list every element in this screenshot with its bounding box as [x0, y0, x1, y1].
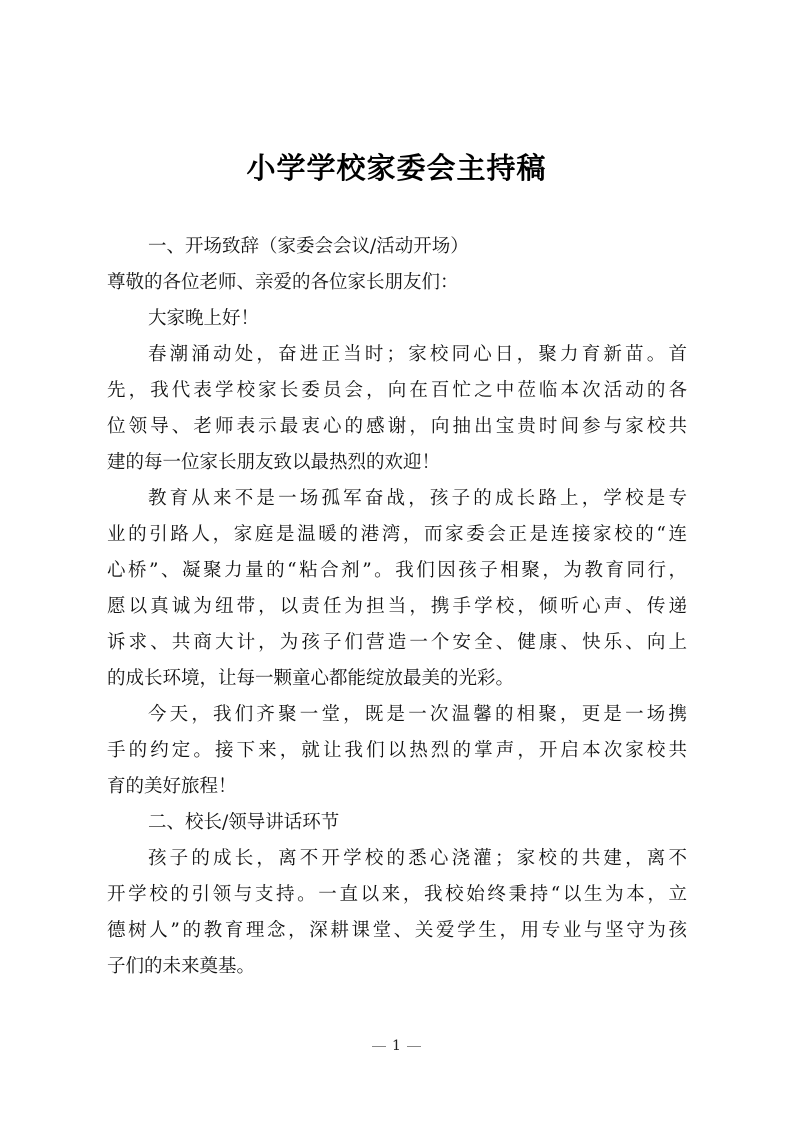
footer-dash-right [407, 1046, 421, 1047]
paragraph-line: 育的美好旅程！ [107, 776, 237, 797]
paragraph-line: 业的引路人，家庭是温暖的港湾，而家委会正是连接家校的“连 [107, 524, 687, 545]
section-heading-opening: 一、开场致辞（家委会会议/活动开场） [148, 236, 469, 257]
paragraph-line: 德树人”的教育理念，深耕课堂、关爱学生，用专业与坚守为孩 [107, 920, 687, 941]
greeting-line: 大家晚上好！ [148, 308, 260, 329]
document-title: 小学学校家委会主持稿 [246, 151, 547, 185]
salutation-line: 尊敬的各位老师、亲爱的各位家长朋友们： [107, 272, 459, 293]
paragraph-line: 建的每一位家长朋友致以最热烈的欢迎！ [107, 452, 441, 473]
paragraph-line: 手的约定。接下来，就让我们以热烈的掌声，开启本次家校共 [107, 740, 687, 761]
paragraph-line: 子们的未来奠基。 [107, 956, 256, 977]
paragraph-line: 教育从来不是一场孤军奋战，孩子的成长路上，学校是专 [148, 488, 687, 509]
page-number: 1 [392, 1038, 401, 1054]
footer-dash-left [372, 1046, 386, 1047]
paragraph-line: 春潮涌动处，奋进正当时；家校同心日，聚力育新苗。首 [148, 344, 687, 365]
paragraph-line: 今天，我们齐聚一堂，既是一次温馨的相聚，更是一场携 [148, 704, 687, 725]
paragraph-line: 的成长环境，让每一颗童心都能绽放最美的光彩。 [107, 668, 515, 689]
paragraph-line: 诉求、共商大计，为孩子们营造一个安全、健康、快乐、向上 [107, 632, 687, 653]
paragraph-line: 先，我代表学校家长委员会，向在百忙之中莅临本次活动的各 [107, 380, 687, 401]
page-footer [0, 1036, 793, 1056]
paragraph-line: 开学校的引领与支持。一直以来，我校始终秉持“以生为本，立 [107, 884, 687, 905]
paragraph-line: 心桥”、凝聚力量的“粘合剂”。我们因孩子相聚，为教育同行， [107, 560, 687, 581]
paragraph-line: 孩子的成长，离不开学校的悉心浇灌；家校的共建，离不 [148, 848, 687, 869]
paragraph-line: 愿以真诚为纽带，以责任为担当，携手学校，倾听心声、传递 [107, 596, 687, 617]
section-heading-principal: 二、校长/领导讲话环节 [148, 812, 340, 833]
paragraph-line: 位领导、老师表示最衷心的感谢，向抽出宝贵时间参与家校共 [107, 416, 687, 437]
